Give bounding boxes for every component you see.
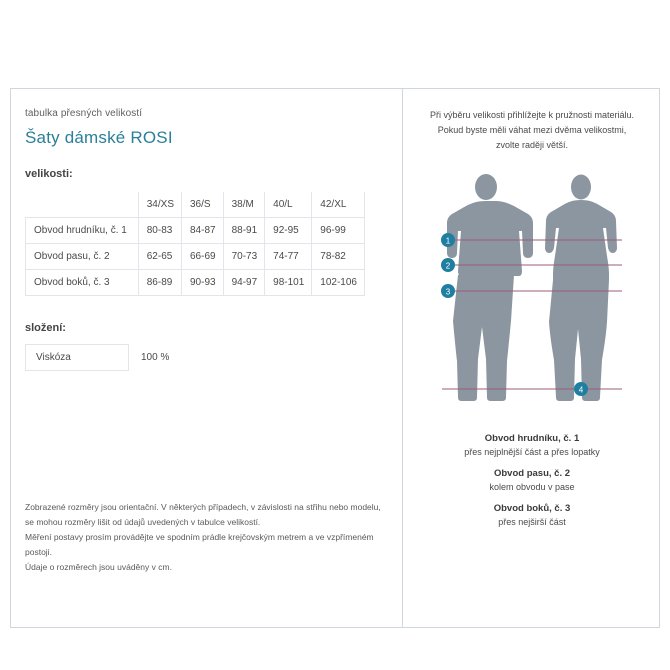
legend-item-chest: [414, 433, 650, 457]
legend-desc-chest: přes nejplnější část a přes lopatky: [464, 447, 600, 457]
cell-chest-xs: 80-83: [138, 218, 181, 244]
legend-block: [414, 433, 650, 527]
legend-title-waist: Obvod pasu, č. 2: [493, 468, 571, 479]
cell-hips-s: 90-93: [182, 270, 224, 296]
note-line-1: Zobrazené rozměry jsou orientační. V některých případech, v závislosti na střihu nebo modelu,: [25, 502, 381, 512]
marker-overlay-svg: [414, 167, 650, 419]
composition-row: [26, 345, 180, 371]
composition-table: [25, 344, 179, 371]
table-row: [26, 218, 365, 244]
intro-line-2: Pokud byste měli váhat mezi dvěma velikostmi,: [437, 125, 627, 135]
page-subtitle: tabulka přesných velikostí: [25, 108, 143, 119]
column-divider: [402, 89, 403, 627]
intro-line-1: Při výběru velikosti přihlížejte k pružnosti materiálu.: [429, 110, 635, 120]
right-column: [414, 108, 650, 538]
table-header-cell-m: 38/M: [223, 192, 265, 218]
table-header-cell-xl: 42/XL: [312, 192, 365, 218]
left-column: [25, 108, 387, 371]
cell-hips-l: 98-101: [265, 270, 312, 296]
note-line-4: Údaje o rozměrech jsou uváděny v cm.: [25, 562, 172, 572]
cell-chest-m: 88-91: [223, 218, 265, 244]
table-header-cell-empty: [26, 192, 139, 218]
row-label-waist: Obvod pasu, č. 2: [26, 244, 139, 270]
table-header-cell-s: 36/S: [182, 192, 224, 218]
legend-item-hips: [414, 503, 650, 527]
table-header-cell-l: 40/L: [265, 192, 312, 218]
marker-2-label: 2: [445, 261, 451, 271]
intro-text: [414, 108, 650, 153]
table-row: [26, 244, 365, 270]
legend-desc-waist: kolem obvodu v pase: [489, 482, 575, 492]
measurement-figure: [414, 167, 650, 419]
intro-line-3: zvolte raději větší.: [495, 140, 569, 150]
note-line-2: se mohou rozměry lišit od údajů uvedených v tabulce velikostí.: [25, 517, 261, 527]
cell-hips-m: 94-97: [223, 270, 265, 296]
cell-chest-l: 92-95: [265, 218, 312, 244]
cell-hips-xs: 86-89: [138, 270, 181, 296]
legend-title-hips: Obvod boků, č. 3: [493, 503, 571, 514]
table-row: [26, 270, 365, 296]
size-table: [25, 192, 365, 296]
row-label-hips: Obvod boků, č. 3: [26, 270, 139, 296]
composition-label: složení:: [25, 322, 66, 334]
marker-3-label: 3: [445, 287, 451, 297]
cell-waist-xs: 62-65: [138, 244, 181, 270]
cell-waist-s: 66-69: [182, 244, 224, 270]
cell-waist-xl: 78-82: [312, 244, 365, 270]
cell-chest-s: 84-87: [182, 218, 224, 244]
legend-title-chest: Obvod hrudníku, č. 1: [484, 433, 580, 444]
notes-block: [25, 500, 385, 575]
row-label-chest: Obvod hrudníku, č. 1: [26, 218, 139, 244]
cell-hips-xl: 102-106: [312, 270, 365, 296]
table-header-cell-xs: 34/XS: [138, 192, 181, 218]
cell-waist-m: 70-73: [223, 244, 265, 270]
page-title: Šaty dámské ROSI: [25, 128, 173, 147]
legend-desc-hips: přes nejširší část: [498, 517, 566, 527]
composition-percent: 100 %: [141, 352, 170, 363]
note-line-3: Měření postavy prosím provádějte ve spodním prádle krejčovským metrem a ve vzpřímeném postoji.: [25, 532, 374, 557]
legend-item-waist: [414, 468, 650, 492]
sizes-label: velikosti:: [25, 168, 73, 180]
cell-chest-xl: 96-99: [312, 218, 365, 244]
marker-1-label: 1: [445, 236, 451, 246]
marker-4-label: 4: [578, 385, 584, 395]
composition-material: Viskóza: [26, 345, 129, 371]
table-header-row: [26, 192, 365, 218]
cell-waist-l: 74-77: [265, 244, 312, 270]
